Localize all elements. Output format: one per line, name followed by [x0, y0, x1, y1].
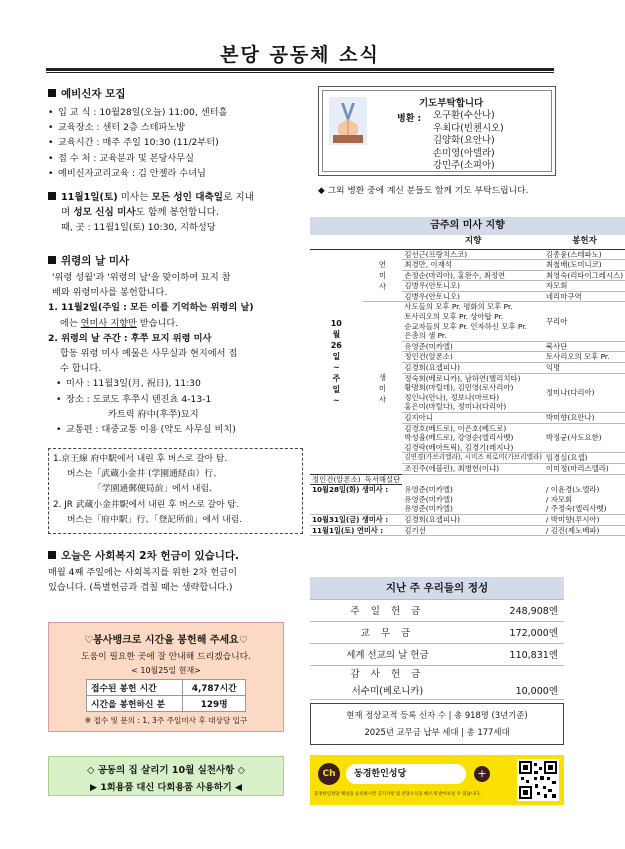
title-underline — [46, 68, 554, 71]
catechumen-item: • 교육장소 : 센터 2층 스테파노방 — [48, 120, 303, 135]
catechumen-section — [48, 86, 303, 181]
page-title: 본당 공동체 소식 — [220, 44, 380, 66]
channel-caption: 동경한인성당 채널을 등록하시면 공지사항 및 본당소식을 빠르게 받아보실 수 있습니다. — [314, 792, 481, 797]
route-box: 1.京王線 府中駅에서 내린 후 버스로 갈아 탐. 버스는「武蔵小金井 (学園通経由）行、 「学園通郵便局前」에서 내림. 2. JR 武蔵小金井駅에서 내린 후 버스로 갈아 탐. 버스는「府中駅」行、「登記所前」에서 내림. — [48, 448, 303, 534]
prayer-request-box: 기도부탁합니다 병환 : 오구환(수산나) 우최다(빈첸시오) 김양화(요안나) 손미영(아델라) 강민주(소피아) — [318, 86, 556, 176]
offerings-table: 지난 주 우리들의 정성 주 일 헌 금 248,908엔 교 무 금 172,000엔 세계 선교의 날 헌금 110,831엔 감 사 헌 금 서수미(베로니카) 10,000엔 — [310, 577, 564, 700]
all-saints-section: 11월1일(토) 미사는 모든 성인 대축일로 지내 며 성모 신심 미사도 함께 봉헌합니다. 때, 곳 : 11월1일(토) 10:30, 지하성당 — [48, 190, 303, 236]
kakao-channel-icon: Ch — [318, 763, 340, 785]
square-bullet-icon — [48, 256, 56, 264]
catechumen-item: • 접 수 처 : 교육분과 및 본당사무실 — [48, 151, 303, 166]
patient-name: 김양화(요안나) — [433, 135, 495, 147]
catechumen-item: • 교육시간 : 매주 주일 10:30 (11/2부터) — [48, 135, 303, 150]
welfare-section: 오늘은 사회복지 2차 헌금이 있습니다. 매월 4째 주일에는 사회복지를 위한 2차 헌금이 있습니다. (특별헌금과 겹칠 때는 생략합니다.) — [48, 550, 240, 594]
prayer-footer: ◆ 그외 병환 중에 계신 분들도 함께 기도 부탁드립니다. — [318, 186, 529, 196]
patient-name: 오구환(수산나) — [433, 110, 495, 121]
all-souls-heading: 위령의 날 미사 — [61, 255, 130, 267]
qr-code-icon — [517, 759, 559, 801]
square-bullet-icon — [48, 89, 56, 97]
patient-name: 우최다(빈첸시오) — [433, 122, 504, 134]
add-channel-icon[interactable]: + — [474, 766, 490, 782]
praying-hands-icon — [329, 97, 367, 145]
eco-practice-box: ◇ 공동의 집 살리기 10월 실천사항 ◇ ▶ 1회용품 대신 다회용품 사용하기 ◀ — [48, 756, 284, 796]
patient-name: 강민주(소피아) — [433, 160, 495, 172]
catechumen-item: • 예비신자교리교육 : 김 안젤라 수녀님 — [48, 166, 303, 181]
channel-name: 동경한인성당 — [346, 764, 466, 784]
catechumen-heading: 예비신자 모집 — [61, 88, 126, 100]
patient-name: 손미영(아델라) — [433, 147, 495, 159]
square-bullet-icon — [48, 192, 56, 200]
title-underline-thin — [46, 72, 554, 73]
parish-stats-box: 현재 정상교적 등록 신자 수 | 총 918명 (3년기준) 2025년 교무금 납부 세대 | 총 177세대 — [310, 703, 564, 745]
kakao-channel-banner[interactable] — [310, 755, 564, 805]
catechumen-item: • 입 교 식 : 10월28일(오늘) 11:00, 센터홀 — [48, 105, 303, 120]
volunteer-table: 접수된 봉헌 시간 4,787시간 시간을 봉헌하신 분 129명 — [86, 679, 246, 712]
all-souls-section: 위령의 날 미사 '위령 성월'과 '위령의 날'을 맞이하여 묘지 참 배와 위령미사를 봉헌합니다. 1. 11월2일(주일 : 모든 이를 기억하는 위령의 날) 에는 연미사 지향만 받습니다. 2. 위령의 날 주간 : 후쭈 묘지 위령 미사 합동 위령 미사 예물은 사무실과 현지에서 접 수 합니다. • 미사 : 11월3일(月, 祝日), 11:30 • 장소 : 도쿄도 후쭈시 텐진쵸 4-13-1 카트릭 府中(후쭈)묘지 • 교통편 : 대중교통 이용 (약도 사무실 비치) — [48, 253, 303, 437]
mass-intentions-table: 금주의 미사 지향 지향 봉헌자 10 월 26 일 ~ 주 일 ~ 연 미 사 김선근(프랑치스코) 김종윤(스테파노) 최경만, 이재석 최철배(도미니코) 손정순(마리아), 홍완수, 최정연 최영숙(리타이그레시스) 김병우(안토니오) 자모회 김병우(안토니오) 네리마구역 생 미 사 사도들의 모후 Pr. 평화의 모후 Pr. 꾸리아 토사리오의 모후 Pr. 상아탑 Pr. 순교자들의 모후 Pr. 인자하신 모후 Pr. 은총의 샘 Pr. 유영준(미카엘) 북사단 정인건(알폰소) 토사리오의 모후 Pr. 김경희(요셉피나) 익명 정숙희(베로니카), 남하연(헬리치타) 정미나(다리아) 황명희(마틸데), 김민영(로사리아) 정인나(안나), 정보나(마르타) 홍은미(마틸다), 정미나(다리아) 김지아니 박미향(요안나) 김경호(베드로), 이은호(베드로) 박정균(사도요한) 박성율(베드로), 강영순(엘리사벳) 김경락(베아트릭), 김경기(레지나) 김연경(가브리엘라), 시미즈 히로미(가브리엘라) 임경실(요셉) 조진주(에블린), 최병헌(이냐) 이미정(마리스텔라) 정인건(알폰소) 독서해설단 10월28일(화) 생미사 : 유영준(미카엘) / 이윤경(노엘라) 유영준(미카엘) / 자모회 유영준(미카엘) / 주정숙(엘리사벳) 10월31일(금) 생미사 : 김경희(요셉피나) / 박미향(루시아) 11월1일(토) 연미사 : 김기선 / 김진(제노베파) — [310, 217, 625, 536]
square-bullet-icon — [48, 551, 56, 559]
volunteer-bank-box: ♡봉사뱅크로 시간을 봉헌해 주세요♡ 도움이 필요한 곳에 잘 안내해 드리겠습니다. < 10월25일 현재> 접수된 봉헌 시간 4,787시간 시간을 봉헌하신 분 129명 ※ 접수 및 문의 : 1, 3주 주일미사 후 대상당 입구 — [48, 622, 284, 732]
